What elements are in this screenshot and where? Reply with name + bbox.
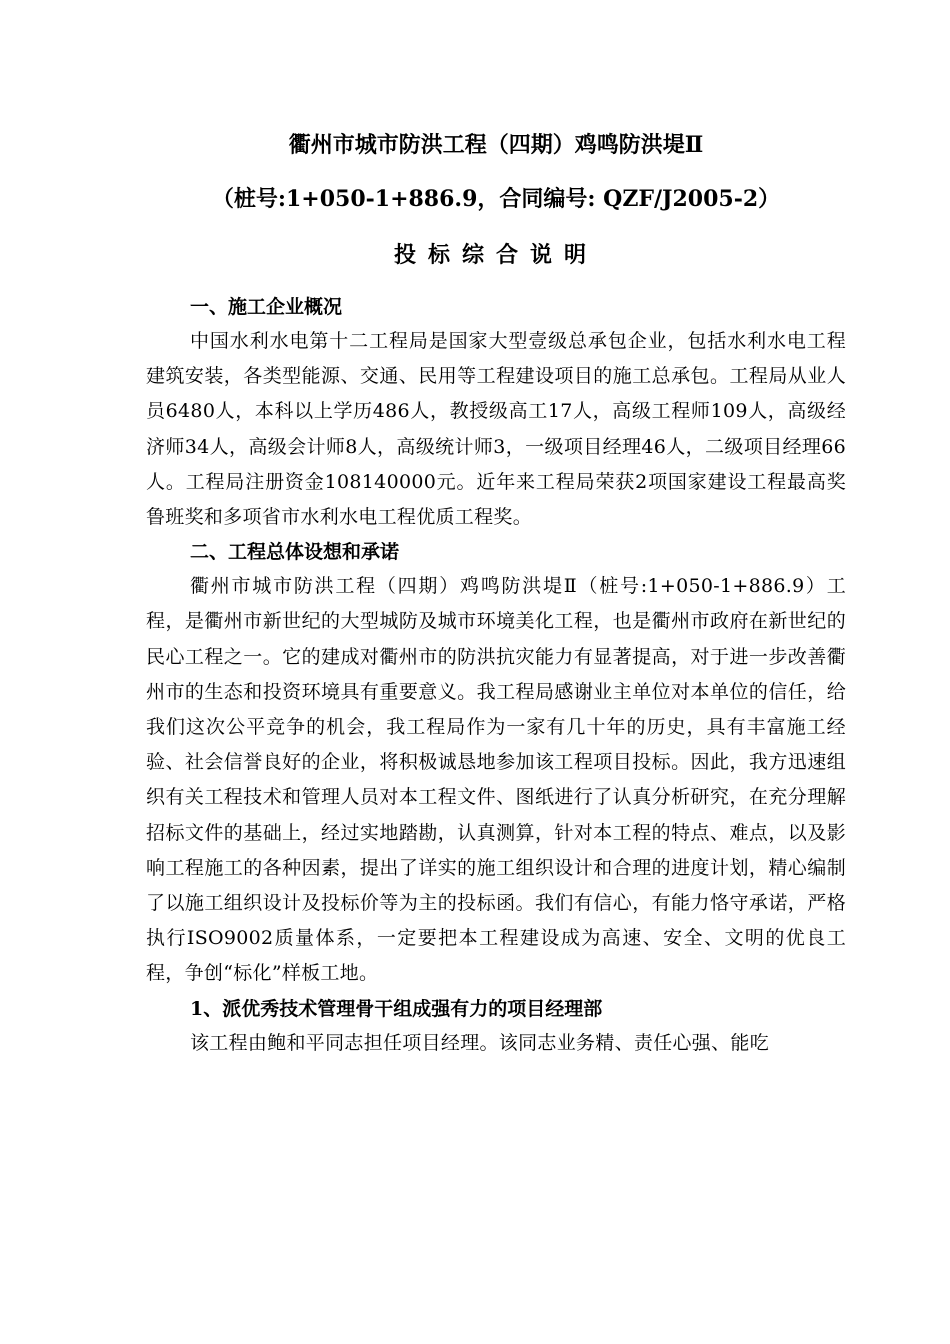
section-heading-overall-plan: 二、工程总体设想和承诺 — [190, 541, 400, 564]
document-subtitle: （桩号:1+050-1+886.9，合同编号: QZF/J2005-2） — [211, 186, 781, 212]
section-heading-company-overview: 一、施工企业概况 — [190, 296, 343, 318]
subsection-heading-project-team: 1、派优秀技术管理骨干组成强有力的项目经理部 — [190, 997, 603, 1020]
paragraph-overall-plan: 衢州市城市防洪工程（四期）鸡鸣防洪堤Ⅱ（桩号:1+050-1+886.9）工程，是衢州市新世纪的大型城防及城市环境美化工程，也是衢州市政府在新世纪的民心工程之一。它的建成对衢州市的防洪抗灾能力有显著提高，对于进一步改善衢州市的生态和投资环境具有重要意义。我工程局感谢业主单位对本单位的信任，给我们这次公平竞争的机会，我工程局作为一家有几十年的历史，具有丰富施工经验、社会信誉良好的企业，将积极诚恳地参加该工程项目投标。因此，我方迅速组织有关工程技术和管理人员对本工程文件、图纸进行了认真分析研究，在充分理解招标文件的基础上，经过实地踏勘，认真测算，针对本工程的特点、难点，以及影响工程施工的各种因素，提出了详实的施工组织设计和合理的进度计划，精心编制了以施工组织设计及投标价等为主的投标函。我们有信心，有能力恪守承诺，严格执行ISO9002质量体系，一定要把本工程建设成为高速、安全、文明的优良工程，争创“标化”样板工地。 — [146, 575, 846, 985]
document-title: 衢州市城市防洪工程（四期）鸡鸣防洪堤Ⅱ — [288, 132, 704, 158]
document-heading: 投标综合说明 — [393, 242, 598, 268]
document-page — [146, 128, 846, 1061]
paragraph-company-overview: 中国水利水电第十二工程局是国家大型壹级总承包企业，包括水利水电工程建筑安装，各类型能源、交通、民用等工程建设项目的施工总承包。工程局从业人员6480人，本科以上学历486人，教授级高工17人，高级工程师109人，高级经济师34人，高级会计师8人，高级统计师3，一级项目经理46人，二级项目经理66人。工程局注册资金108140000元。近年来工程局荣获2项国家建设工程最高奖鲁班奖和多项省市水利水电工程优质工程奖。 — [146, 330, 846, 529]
paragraph-project-team: 该工程由鲍和平同志担任项目经理。该同志业务精、责任心强、能吃 — [190, 1031, 770, 1054]
